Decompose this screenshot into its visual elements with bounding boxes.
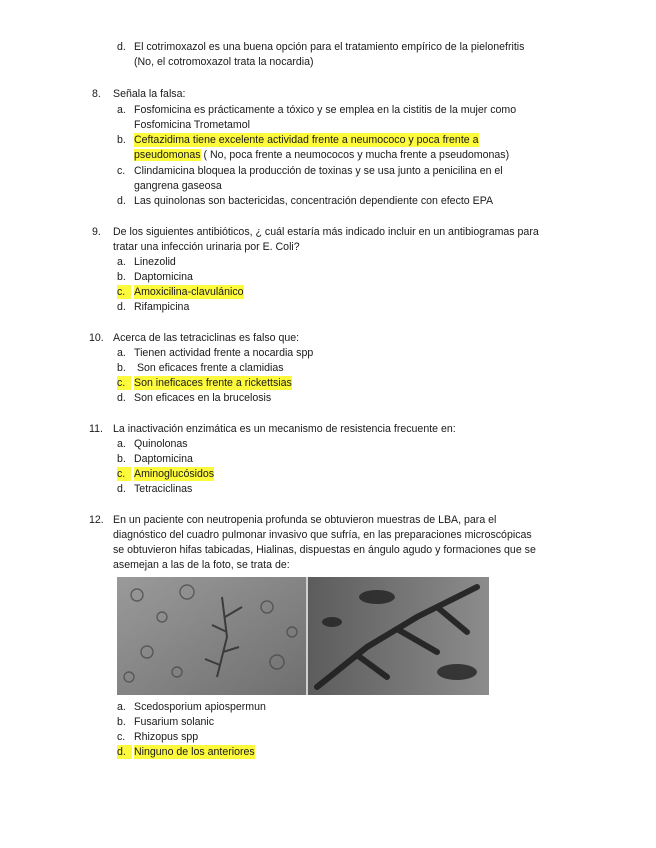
q12-option-d-highlighted: Ninguno de los anteriores bbox=[134, 746, 255, 758]
q8-option-a-line2: Fosfomicina Trometamol bbox=[134, 119, 250, 131]
option-letter-highlighted: c. bbox=[117, 467, 131, 481]
microscopy-photo bbox=[117, 577, 489, 695]
option-letter: a. bbox=[117, 256, 126, 268]
q9-stem-line1: De los siguientes antibióticos, ¿ cuál estaría más indicado incluir en un antibiogramas para bbox=[113, 226, 539, 238]
q8-option-c-line2: gangrena gaseosa bbox=[134, 180, 222, 192]
option-letter: c. bbox=[117, 165, 126, 177]
option-letter: b. bbox=[117, 716, 126, 728]
q8-option-b-note: ( No, poca frente a neumococos y mucha frente a pseudomonas) bbox=[200, 149, 510, 161]
option-letter: d. bbox=[117, 483, 126, 495]
option-letter: b. bbox=[117, 453, 126, 465]
q12-option-b: Fusarium solanic bbox=[134, 716, 215, 728]
option-letter-highlighted: d. bbox=[117, 745, 132, 759]
option-letter: a. bbox=[117, 438, 126, 450]
q11-option-a: Quinolonas bbox=[134, 438, 188, 450]
q10-option-b: Son eficaces frente a clamidias bbox=[134, 362, 284, 374]
option-letter: b. bbox=[117, 271, 126, 283]
q10-stem: Acerca de las tetraciclinas es falso que: bbox=[113, 332, 300, 344]
q10-option-a: Tienen actividad frente a nocardia spp bbox=[134, 347, 314, 359]
q9-stem-line2: tratar una infección urinaria por E. Coli? bbox=[113, 241, 300, 253]
q9-option-a: Linezolid bbox=[134, 256, 176, 268]
q11-stem: La inactivación enzimática es un mecanismo de resistencia frecuente en: bbox=[113, 423, 456, 435]
q8-option-b-line1-highlighted: Ceftazidima tiene excelente actividad frente a neumococo y poca frente a bbox=[134, 134, 479, 146]
option-letter: d. bbox=[117, 301, 126, 313]
question-number-10: 10. bbox=[89, 332, 104, 344]
q8-option-b-highlighted-word: pseudomonas bbox=[134, 149, 201, 161]
option-letter: a. bbox=[117, 701, 126, 713]
q10-option-c-highlighted: Son ineficaces frente a rickettsias bbox=[134, 377, 292, 389]
option-letter: d. bbox=[117, 195, 126, 207]
option-letter: b. bbox=[117, 362, 126, 374]
q9-option-c-highlighted: Amoxicilina-clavulánico bbox=[134, 286, 244, 298]
option-letter: c. bbox=[117, 731, 126, 743]
q12-stem-line2: diagnóstico del cuadro pulmonar invasivo que sufría, en las preparaciones microscópicas bbox=[113, 529, 532, 541]
q12-option-c: Rhizopus spp bbox=[134, 731, 199, 743]
q12-stem-line1: En un paciente con neutropenia profunda se obtuvieron muestras de LBA, para el bbox=[113, 514, 497, 526]
q8-option-a-line1: Fosfomicina es prácticamente a tóxico y se emplea en la cistitis de la mujer como bbox=[134, 104, 517, 116]
q11-option-d: Tetraciclinas bbox=[134, 483, 193, 495]
q11-option-c-highlighted: Aminoglucósidos bbox=[134, 468, 215, 480]
q11-option-b: Daptomicina bbox=[134, 453, 193, 465]
option-letter: a. bbox=[117, 347, 126, 359]
option-letter: d. bbox=[117, 41, 126, 53]
question-number-9: 9. bbox=[92, 226, 101, 238]
option-letter: b. bbox=[117, 134, 126, 146]
q12-stem-line3: se obtuvieron hifas tabicadas, Hialinas, dispuestas en ángulo agudo y formaciones que se bbox=[113, 544, 536, 556]
q8-option-b-line2 bbox=[134, 148, 509, 162]
q8-option-c-line1: Clindamicina bloquea la producción de toxinas y se usa junto a penicilina en el bbox=[134, 165, 503, 177]
option-letter: a. bbox=[117, 104, 126, 116]
option-letter-highlighted: c. bbox=[117, 376, 131, 390]
q9-option-b: Daptomicina bbox=[134, 271, 193, 283]
q8-option-d: Las quinolonas son bactericidas, concentración dependiente con efecto EPA bbox=[134, 195, 494, 207]
question-number-12: 12. bbox=[89, 514, 104, 526]
option-letter-highlighted: c. bbox=[117, 285, 131, 299]
q10-option-d: Son eficaces en la brucelosis bbox=[134, 392, 272, 404]
q12-option-a: Scedosporium apiospermun bbox=[134, 701, 266, 713]
q8-stem: Señala la falsa: bbox=[113, 88, 186, 100]
q7-option-d-line1: El cotrimoxazol es una buena opción para el tratamiento empírico de la pielonefritis bbox=[134, 41, 525, 53]
q12-stem-line4: asemejan a las de la foto, se trata de: bbox=[113, 559, 290, 571]
question-number-8: 8. bbox=[92, 88, 101, 100]
question-number-11: 11. bbox=[89, 423, 103, 435]
option-letter: d. bbox=[117, 392, 126, 404]
q9-option-d: Rifampicina bbox=[134, 301, 190, 313]
q7-option-d-line2: (No, el cotromoxazol trata la nocardia) bbox=[134, 56, 314, 68]
microscopy-illustration bbox=[117, 577, 489, 695]
